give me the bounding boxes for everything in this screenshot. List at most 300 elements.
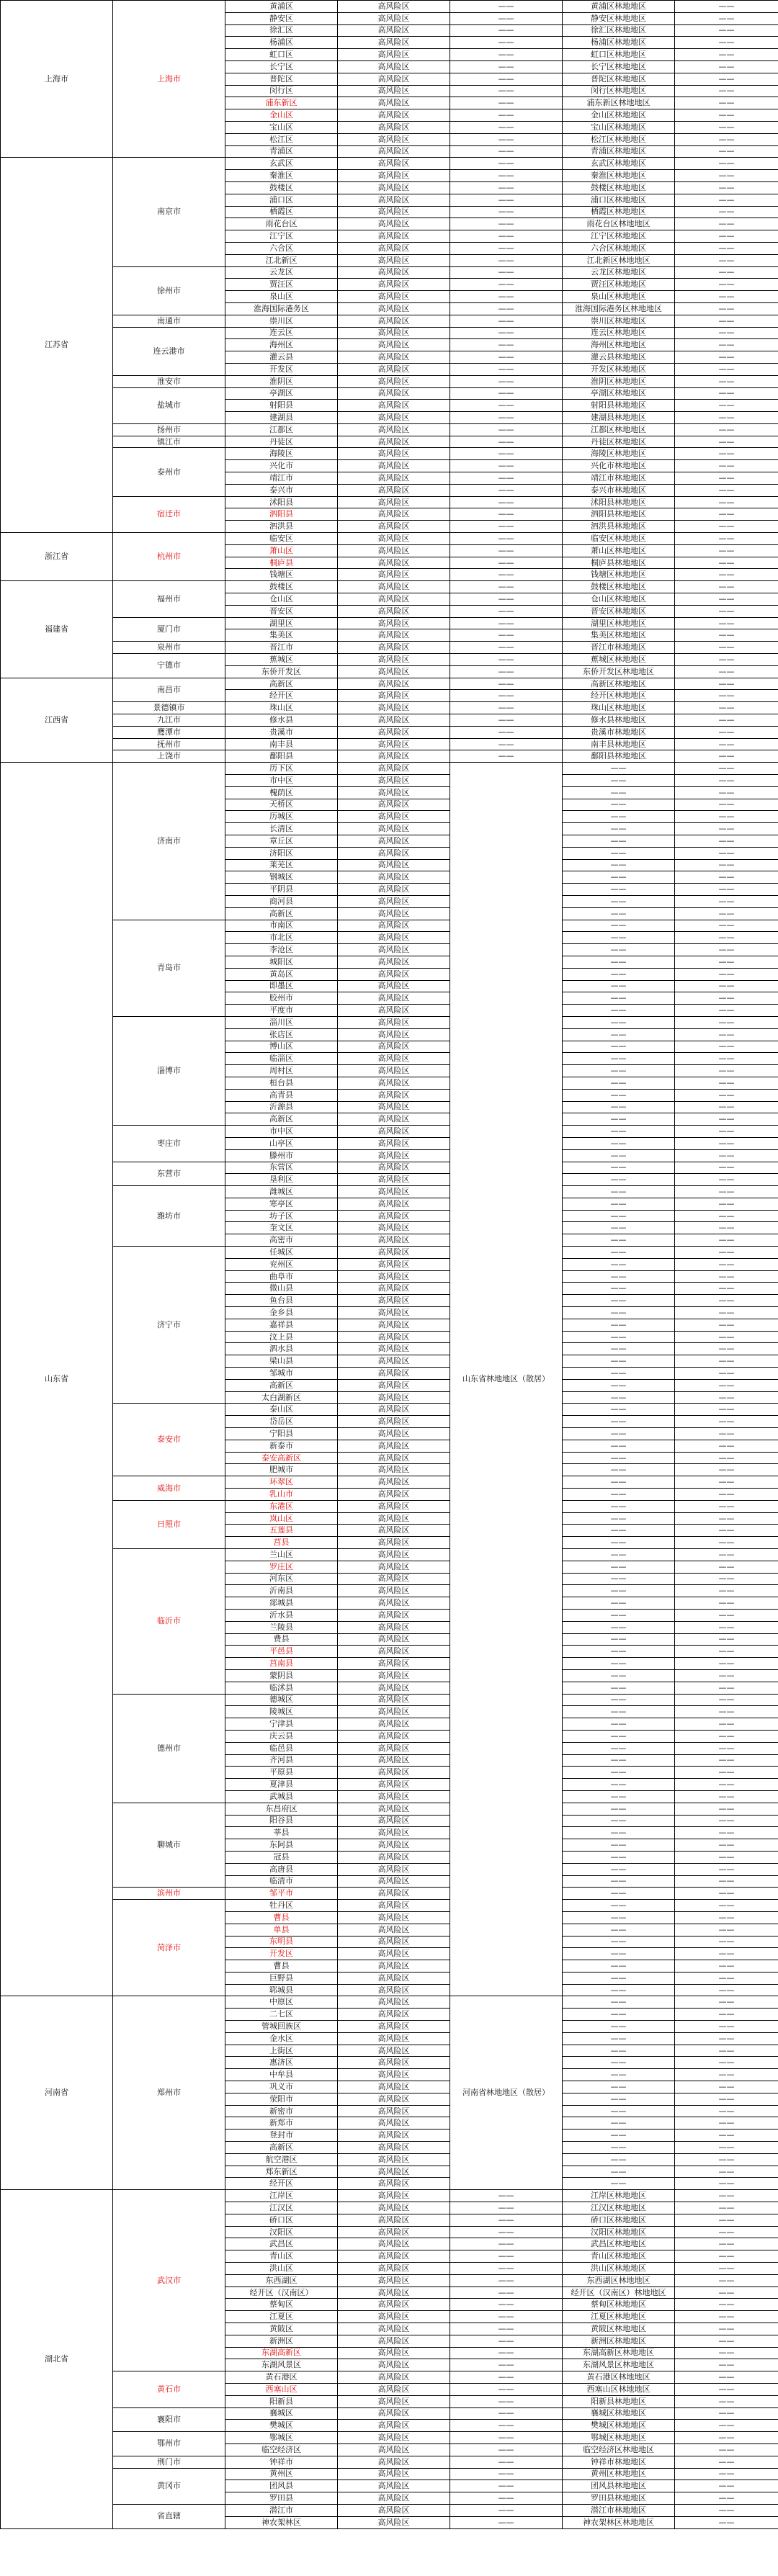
forest-area-cell: 江岸区林地地区 <box>563 2190 675 2202</box>
placeholder-dash-cell: —— <box>450 254 563 266</box>
risk-level-cell: 高风险区 <box>338 291 450 303</box>
risk-level-cell: 高风险区 <box>338 2214 450 2226</box>
placeholder-dash-cell: —— <box>450 2383 563 2395</box>
placeholder-dash-cell: —— <box>675 2202 778 2214</box>
placeholder-dash-cell: —— <box>675 1803 778 1815</box>
placeholder-dash-cell: —— <box>450 60 563 73</box>
risk-level-cell: 高风险区 <box>338 557 450 569</box>
table-row <box>1 1404 778 1416</box>
forest-area-cell: 泰兴市林地地区 <box>563 484 675 496</box>
district-cell: 夏津县 <box>225 1779 338 1791</box>
forest-area-cell: 连云区林地地区 <box>563 327 675 339</box>
placeholder-dash-cell: —— <box>450 387 563 400</box>
district-cell: 莒南县 <box>225 1658 338 1670</box>
province-cell: 河南省 <box>1 1996 113 2190</box>
placeholder-dash-cell: —— <box>675 460 778 472</box>
placeholder-dash-cell: —— <box>450 121 563 133</box>
city-cell: 连云港市 <box>113 327 225 375</box>
placeholder-dash-cell: —— <box>563 1803 675 1815</box>
placeholder-dash-cell: —— <box>450 726 563 738</box>
table-row <box>1 763 778 775</box>
placeholder-dash-cell: —— <box>675 2081 778 2093</box>
district-cell: 登封市 <box>225 2130 338 2142</box>
risk-level-cell: 高风险区 <box>338 2190 450 2202</box>
risk-level-cell: 高风险区 <box>338 460 450 472</box>
risk-level-cell: 高风险区 <box>338 1162 450 1174</box>
forest-area-cell: 黄石港区林地地区 <box>563 2371 675 2384</box>
risk-level-cell: 高风险区 <box>338 2153 450 2166</box>
district-cell: 钱塘区 <box>225 569 338 581</box>
district-cell: 泗洪县 <box>225 521 338 533</box>
forest-area-cell: 修水县林地地区 <box>563 714 675 727</box>
district-cell: 洪山区 <box>225 2263 338 2275</box>
district-cell: 金乡县 <box>225 1307 338 1319</box>
district-cell: 郯城县 <box>225 1597 338 1610</box>
table-row <box>1 678 778 690</box>
district-cell: 东侨开发区 <box>225 665 338 678</box>
forest-area-cell: 玄武区林地地区 <box>563 158 675 170</box>
placeholder-dash-cell: —— <box>450 109 563 122</box>
placeholder-dash-cell: —— <box>675 1307 778 1319</box>
district-cell: 晋安区 <box>225 605 338 617</box>
district-cell: 郓城县 <box>225 1984 338 1996</box>
forest-area-cell: 浦东新区林地地区 <box>563 97 675 109</box>
placeholder-dash-cell: —— <box>675 1065 778 1077</box>
risk-level-cell: 高风险区 <box>338 1295 450 1307</box>
district-cell: 临安区 <box>225 533 338 545</box>
district-cell: 蒙阴县 <box>225 1669 338 1682</box>
placeholder-dash-cell: —— <box>563 1476 675 1489</box>
district-cell: 江宁区 <box>225 230 338 243</box>
table-row <box>1 266 778 279</box>
placeholder-dash-cell: —— <box>450 49 563 61</box>
risk-level-cell: 高风险区 <box>338 1609 450 1621</box>
district-cell: 齐河县 <box>225 1754 338 1767</box>
placeholder-dash-cell: —— <box>675 1404 778 1416</box>
placeholder-dash-cell: —— <box>563 1331 675 1343</box>
risk-level-cell: 高风险区 <box>338 1718 450 1731</box>
forest-area-cell: 萧山区林地地区 <box>563 544 675 557</box>
placeholder-dash-cell: —— <box>675 97 778 109</box>
placeholder-dash-cell: —— <box>675 1609 778 1621</box>
risk-level-cell: 高风险区 <box>338 2045 450 2057</box>
placeholder-dash-cell: —— <box>450 412 563 424</box>
district-cell: 兰陵县 <box>225 1621 338 1633</box>
placeholder-dash-cell: —— <box>563 1089 675 1101</box>
risk-level-cell: 高风险区 <box>338 158 450 170</box>
forest-area-cell: 樊城区林地地区 <box>563 2420 675 2432</box>
table-row <box>1 533 778 545</box>
risk-level-cell: 高风险区 <box>338 12 450 24</box>
risk-level-cell: 高风险区 <box>338 593 450 606</box>
risk-level-cell: 高风险区 <box>338 1368 450 1380</box>
risk-level-cell: 高风险区 <box>338 1331 450 1343</box>
district-cell: 费县 <box>225 1633 338 1646</box>
risk-level-cell: 高风险区 <box>338 266 450 279</box>
city-cell: 省直辖 <box>113 2504 225 2528</box>
placeholder-dash-cell: —— <box>450 2311 563 2323</box>
placeholder-dash-cell: —— <box>675 1658 778 1670</box>
placeholder-dash-cell: —— <box>675 2178 778 2190</box>
placeholder-dash-cell: —— <box>563 1295 675 1307</box>
city-cell: 泰安市 <box>113 1404 225 1476</box>
placeholder-dash-cell: —— <box>675 1984 778 1996</box>
placeholder-dash-cell: —— <box>450 266 563 279</box>
district-cell: 虹口区 <box>225 49 338 61</box>
risk-level-cell: 高风险区 <box>338 472 450 485</box>
placeholder-dash-cell: —— <box>675 738 778 750</box>
placeholder-dash-cell: —— <box>675 1440 778 1452</box>
placeholder-dash-cell: —— <box>675 533 778 545</box>
district-cell: 鄂城区 <box>225 2432 338 2444</box>
district-cell: 章丘区 <box>225 835 338 847</box>
district-cell: 萧山区 <box>225 544 338 557</box>
city-cell: 淄博市 <box>113 1016 225 1125</box>
province-cell: 福建省 <box>1 581 113 678</box>
placeholder-dash-cell: —— <box>450 2250 563 2263</box>
risk-level-cell: 高风险区 <box>338 1489 450 1501</box>
placeholder-dash-cell: —— <box>675 1924 778 1936</box>
risk-level-cell: 高风险区 <box>338 1996 450 2009</box>
district-cell: 荥阳市 <box>225 2093 338 2105</box>
district-cell: 长宁区 <box>225 60 338 73</box>
placeholder-dash-cell: —— <box>563 1404 675 1416</box>
placeholder-dash-cell: —— <box>563 2009 675 2021</box>
district-cell: 静安区 <box>225 12 338 24</box>
placeholder-dash-cell: —— <box>675 1960 778 1973</box>
placeholder-dash-cell: —— <box>563 1126 675 1138</box>
district-cell: 东明县 <box>225 1936 338 1948</box>
city-cell: 日照市 <box>113 1500 225 1548</box>
placeholder-dash-cell: —— <box>675 1028 778 1041</box>
risk-level-cell: 高风险区 <box>338 2117 450 2130</box>
province-cell: 山东省 <box>1 763 113 1996</box>
risk-level-cell: 高风险区 <box>338 1863 450 1875</box>
district-cell: 黄州区 <box>225 2468 338 2480</box>
district-cell: 钢城区 <box>225 871 338 884</box>
city-cell: 黄石市 <box>113 2371 225 2407</box>
placeholder-dash-cell: —— <box>563 1464 675 1476</box>
placeholder-dash-cell: —— <box>675 2117 778 2130</box>
district-cell: 湖里区 <box>225 617 338 629</box>
risk-level-cell: 高风险区 <box>338 1041 450 1053</box>
district-cell: 青山区 <box>225 2250 338 2263</box>
district-cell: 丹徒区 <box>225 436 338 448</box>
placeholder-dash-cell: —— <box>563 1948 675 1960</box>
placeholder-dash-cell: —— <box>563 786 675 799</box>
placeholder-dash-cell: —— <box>563 1270 675 1283</box>
table-row <box>1 920 778 932</box>
risk-level-cell: 高风险区 <box>338 1573 450 1585</box>
risk-level-cell: 高风险区 <box>338 1126 450 1138</box>
table-row <box>1 448 778 460</box>
table-row <box>1 2468 778 2480</box>
risk-level-cell: 高风险区 <box>338 2383 450 2395</box>
table-row <box>1 158 778 170</box>
placeholder-dash-cell: —— <box>563 1561 675 1573</box>
placeholder-dash-cell: —— <box>675 884 778 896</box>
risk-level-cell: 高风险区 <box>338 1779 450 1791</box>
city-cell: 德州市 <box>113 1694 225 1803</box>
placeholder-dash-cell: —— <box>450 2504 563 2516</box>
table-row <box>1 726 778 738</box>
placeholder-dash-cell: —— <box>675 786 778 799</box>
district-cell: 泉山区 <box>225 291 338 303</box>
placeholder-dash-cell: —— <box>675 1283 778 1295</box>
risk-level-cell: 高风险区 <box>338 1924 450 1936</box>
placeholder-dash-cell: —— <box>563 1972 675 1984</box>
city-cell: 南昌市 <box>113 678 225 702</box>
forest-area-cell: 硚口区林地地区 <box>563 2214 675 2226</box>
risk-level-cell: 高风险区 <box>338 786 450 799</box>
district-cell: 樊城区 <box>225 2420 338 2432</box>
placeholder-dash-cell: —— <box>675 181 778 194</box>
district-cell: 玄武区 <box>225 158 338 170</box>
placeholder-dash-cell: —— <box>675 133 778 145</box>
risk-level-cell: 高风险区 <box>338 2166 450 2178</box>
risk-level-cell: 高风险区 <box>338 2335 450 2347</box>
district-cell: 宁阳县 <box>225 1428 338 1440</box>
table-row <box>1 423 778 436</box>
district-cell: 经开区 <box>225 2178 338 2190</box>
placeholder-dash-cell: —— <box>675 1669 778 1682</box>
forest-area-cell: 团风县林地地区 <box>563 2480 675 2492</box>
forest-area-cell: 罗田县林地地区 <box>563 2492 675 2505</box>
table-row <box>1 315 778 327</box>
placeholder-dash-cell: —— <box>675 1089 778 1101</box>
table-row <box>1 2432 778 2444</box>
district-cell: 潜江市 <box>225 2504 338 2516</box>
district-cell: 汉阳区 <box>225 2226 338 2238</box>
district-cell: 黄浦区 <box>225 1 338 13</box>
risk-level-cell: 高风险区 <box>338 1089 450 1101</box>
district-cell: 临淄区 <box>225 1053 338 1065</box>
forest-area-cell: 临安区林地地区 <box>563 533 675 545</box>
risk-level-cell: 高风险区 <box>338 387 450 400</box>
district-cell: 巩义市 <box>225 2081 338 2093</box>
placeholder-dash-cell: —— <box>675 1137 778 1149</box>
risk-level-cell: 高风险区 <box>338 1210 450 1222</box>
placeholder-dash-cell: —— <box>563 1900 675 1912</box>
placeholder-dash-cell: —— <box>675 835 778 847</box>
placeholder-dash-cell: —— <box>450 557 563 569</box>
district-cell: 珠山区 <box>225 702 338 714</box>
district-cell: 钟祥市 <box>225 2456 338 2468</box>
district-cell: 市中区 <box>225 1126 338 1138</box>
district-cell: 中牟县 <box>225 2069 338 2081</box>
risk-level-cell: 高风险区 <box>338 654 450 666</box>
risk-level-cell: 高风险区 <box>338 1669 450 1682</box>
forest-area-cell: 襄城区林地地区 <box>563 2407 675 2420</box>
placeholder-dash-cell: —— <box>675 1319 778 1331</box>
district-cell: 普陀区 <box>225 73 338 85</box>
placeholder-dash-cell: —— <box>675 1790 778 1803</box>
placeholder-dash-cell: —— <box>450 2456 563 2468</box>
placeholder-dash-cell: —— <box>450 690 563 702</box>
forest-area-cell: 黄浦区林地地区 <box>563 1 675 13</box>
placeholder-dash-cell: —— <box>450 302 563 315</box>
placeholder-dash-cell: —— <box>675 811 778 823</box>
placeholder-dash-cell: —— <box>563 884 675 896</box>
forest-area-cell: 靖江市林地地区 <box>563 472 675 485</box>
district-cell: 淄川区 <box>225 1016 338 1028</box>
placeholder-dash-cell: —— <box>675 1234 778 1247</box>
risk-level-cell: 高风险区 <box>338 1440 450 1452</box>
district-cell: 团风县 <box>225 2480 338 2492</box>
risk-level-cell: 高风险区 <box>338 423 450 436</box>
risk-level-cell: 高风险区 <box>338 1646 450 1658</box>
risk-level-cell: 高风险区 <box>338 2286 450 2299</box>
placeholder-dash-cell: —— <box>675 1391 778 1404</box>
placeholder-dash-cell: —— <box>675 2190 778 2202</box>
risk-level-cell: 高风险区 <box>338 2081 450 2093</box>
placeholder-dash-cell: —— <box>563 1210 675 1222</box>
placeholder-dash-cell: —— <box>675 1428 778 1440</box>
forest-area-cell: 海陵区林地地区 <box>563 448 675 460</box>
district-cell: 乳山市 <box>225 1489 338 1501</box>
placeholder-dash-cell: —— <box>675 85 778 97</box>
district-cell: 云龙区 <box>225 266 338 279</box>
placeholder-dash-cell: —— <box>563 1379 675 1391</box>
placeholder-dash-cell: —— <box>675 1972 778 1984</box>
district-cell: 高新区 <box>225 907 338 920</box>
district-cell: 阳谷县 <box>225 1815 338 1827</box>
province-cell: 江苏省 <box>1 158 113 533</box>
forest-area-cell: 钟祥市林地地区 <box>563 2456 675 2468</box>
risk-level-cell: 高风险区 <box>338 1888 450 1900</box>
district-cell: 奎文区 <box>225 1222 338 1234</box>
placeholder-dash-cell: —— <box>450 2371 563 2384</box>
forest-area-cell: 钱塘区林地地区 <box>563 569 675 581</box>
placeholder-dash-cell: —— <box>563 1162 675 1174</box>
placeholder-dash-cell: —— <box>450 279 563 291</box>
risk-level-cell: 高风险区 <box>338 170 450 182</box>
forest-area-cell: 东侨开发区林地地区 <box>563 665 675 678</box>
risk-level-cell: 高风险区 <box>338 1174 450 1186</box>
table-row <box>1 1476 778 1489</box>
placeholder-dash-cell: —— <box>675 1694 778 1706</box>
placeholder-dash-cell: —— <box>450 496 563 508</box>
placeholder-dash-cell: —— <box>563 2057 675 2069</box>
placeholder-dash-cell: —— <box>675 1464 778 1476</box>
district-cell: 长清区 <box>225 823 338 835</box>
forest-area-cell: 桐庐县林地地区 <box>563 557 675 569</box>
district-cell: 岚山区 <box>225 1512 338 1525</box>
placeholder-dash-cell: —— <box>450 448 563 460</box>
placeholder-dash-cell: —— <box>675 109 778 122</box>
placeholder-dash-cell: —— <box>675 496 778 508</box>
risk-level-cell: 高风险区 <box>338 2432 450 2444</box>
risk-level-cell: 高风险区 <box>338 2347 450 2359</box>
placeholder-dash-cell: —— <box>563 1053 675 1065</box>
forest-area-cell: 鄂城区林地地区 <box>563 2432 675 2444</box>
risk-level-cell: 高风险区 <box>338 327 450 339</box>
forest-area-cell: 射阳县林地地区 <box>563 400 675 412</box>
district-cell: 肥城市 <box>225 1464 338 1476</box>
forest-area-cell: 神农架林区林地地区 <box>563 2516 675 2528</box>
placeholder-dash-cell: —— <box>675 472 778 485</box>
risk-level-cell: 高风险区 <box>338 1452 450 1464</box>
district-cell: 高密市 <box>225 1234 338 1247</box>
table-row <box>1 1016 778 1028</box>
district-cell: 莘县 <box>225 1827 338 1839</box>
city-cell: 临沂市 <box>113 1549 225 1695</box>
placeholder-dash-cell: —— <box>563 1186 675 1198</box>
placeholder-dash-cell: —— <box>563 1888 675 1900</box>
placeholder-dash-cell: —— <box>450 375 563 387</box>
risk-level-cell: 高风险区 <box>338 194 450 206</box>
city-cell: 襄阳市 <box>113 2407 225 2432</box>
risk-level-cell: 高风险区 <box>338 1803 450 1815</box>
forest-area-cell: 阳新县林地地区 <box>563 2395 675 2407</box>
placeholder-dash-cell: —— <box>675 1621 778 1633</box>
risk-level-cell: 高风险区 <box>338 2407 450 2420</box>
placeholder-dash-cell: —— <box>563 1742 675 1754</box>
forest-area-cell: 杨浦区林地地区 <box>563 37 675 49</box>
placeholder-dash-cell: —— <box>450 2443 563 2456</box>
placeholder-dash-cell: —— <box>563 992 675 1005</box>
district-cell: 山亭区 <box>225 1137 338 1149</box>
placeholder-dash-cell: —— <box>450 24 563 37</box>
placeholder-dash-cell: —— <box>450 472 563 485</box>
district-cell: 东湖风景区 <box>225 2359 338 2371</box>
forest-area-cell: 丹徒区林地地区 <box>563 436 675 448</box>
district-cell: 潍城区 <box>225 1186 338 1198</box>
risk-level-cell: 高风险区 <box>338 1875 450 1888</box>
placeholder-dash-cell: —— <box>450 2263 563 2275</box>
placeholder-dash-cell: —— <box>675 1222 778 1234</box>
city-cell: 盐城市 <box>113 387 225 423</box>
placeholder-dash-cell: —— <box>675 956 778 968</box>
risk-level-cell: 高风险区 <box>338 351 450 364</box>
placeholder-dash-cell: —— <box>675 12 778 24</box>
placeholder-dash-cell: —— <box>450 291 563 303</box>
district-cell: 修水县 <box>225 714 338 727</box>
placeholder-dash-cell: —— <box>563 1065 675 1077</box>
placeholder-dash-cell: —— <box>675 2069 778 2081</box>
placeholder-dash-cell: —— <box>563 1113 675 1126</box>
risk-level-cell: 高风险区 <box>338 37 450 49</box>
placeholder-dash-cell: —— <box>563 1718 675 1731</box>
district-cell: 济阳区 <box>225 847 338 859</box>
placeholder-dash-cell: —— <box>675 920 778 932</box>
table-row <box>1 617 778 629</box>
city-cell: 上饶市 <box>113 750 225 763</box>
risk-level-cell: 高风险区 <box>338 1633 450 1646</box>
district-cell: 市南区 <box>225 920 338 932</box>
district-cell: 沭阳县 <box>225 496 338 508</box>
placeholder-dash-cell: —— <box>450 351 563 364</box>
risk-level-cell: 高风险区 <box>338 605 450 617</box>
placeholder-dash-cell: —— <box>675 158 778 170</box>
placeholder-dash-cell: —— <box>675 678 778 690</box>
forest-area-cell: 泉山区林地地区 <box>563 291 675 303</box>
placeholder-dash-cell: —— <box>675 1549 778 1561</box>
placeholder-dash-cell: —— <box>675 763 778 775</box>
risk-level-cell: 高风险区 <box>338 581 450 593</box>
placeholder-dash-cell: —— <box>675 412 778 424</box>
placeholder-dash-cell: —— <box>675 714 778 727</box>
placeholder-dash-cell: —— <box>675 726 778 738</box>
district-cell: 西塞山区 <box>225 2383 338 2395</box>
district-cell: 新洲区 <box>225 2335 338 2347</box>
forest-area-cell: 秦淮区林地地区 <box>563 170 675 182</box>
risk-level-cell: 高风险区 <box>338 2105 450 2117</box>
district-cell: 任城区 <box>225 1247 338 1259</box>
risk-level-cell: 高风险区 <box>338 254 450 266</box>
placeholder-dash-cell: —— <box>675 2359 778 2371</box>
district-cell: 鱼台县 <box>225 1295 338 1307</box>
